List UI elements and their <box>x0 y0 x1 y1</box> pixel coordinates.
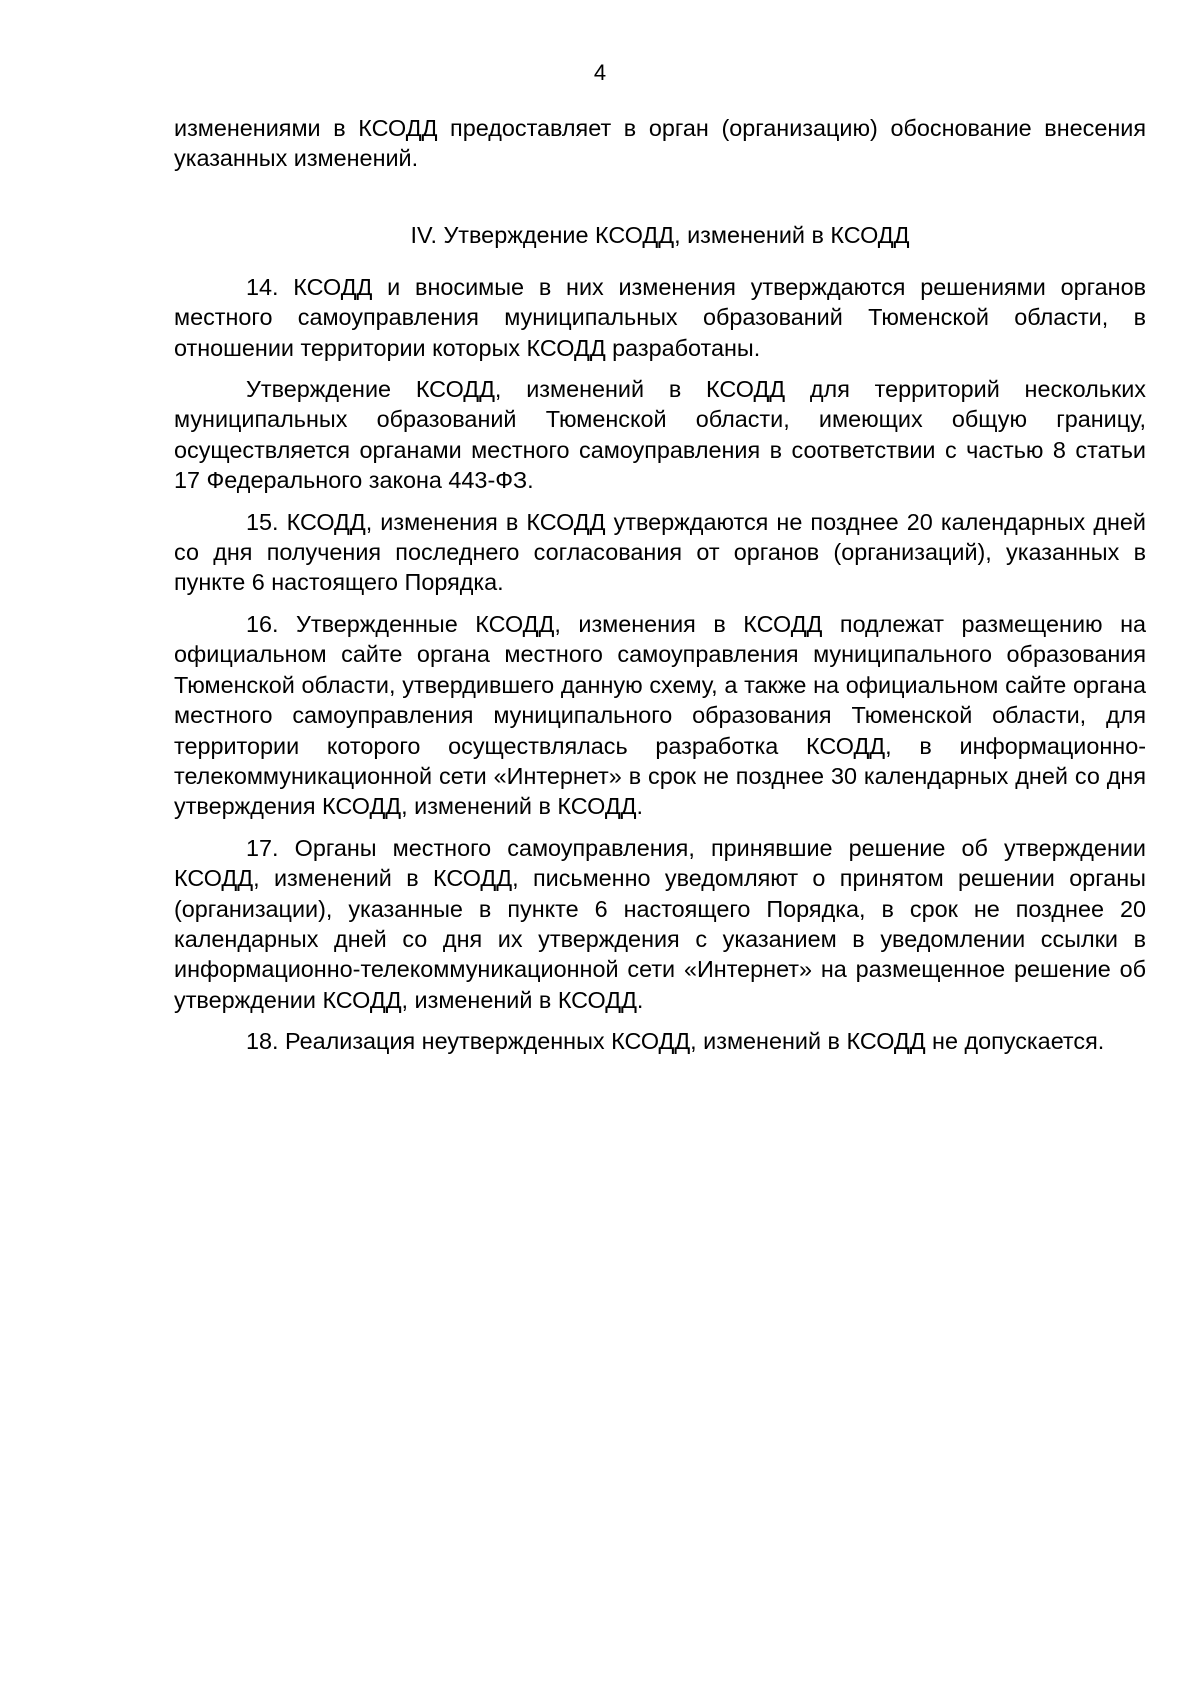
paragraph-18: 18. Реализация неутвержденных КСОДД, изменений в КСОДД не допускается. <box>246 1028 1105 1055</box>
paragraph-14: 14. КСОДД и вносимые в них изменения утверждаются решениями органов местного самоуправления муниципальных образований Тюменской области, в отношении территории которых КСОДД разработаны. <box>174 273 1146 361</box>
section-heading: IV. Утверждение КСОДД, изменений в КСОДД <box>410 221 910 248</box>
page-number: 4 <box>593 60 607 85</box>
paragraph-intro: изменениями в КСОДД предоставляет в орган (организацию) обоснование внесения указанных изменений. <box>174 115 1146 172</box>
paragraph-16: 16. Утвержденные КСОДД, изменения в КСОДД подлежат размещению на официальном сайте органа местного самоуправления муниципального образования Тюменской области, утвердившего данную схему, а также на официальном сайте органа местного самоуправления муниципального образования Тюменской области, для территории которого осуществлялась разработка КСОДД, в информационно-телекоммуникационной сети «Интернет» в срок не позднее 30 календарных дней со дня утверждения КСОДД, изменений в КСОДД. <box>174 610 1146 820</box>
paragraph-15: 15. КСОДД, изменения в КСОДД утверждаются не позднее 20 календарных дней со дня получения последнего согласования от органов (организаций), указанных в пункте 6 настоящего Порядка. <box>174 508 1146 596</box>
paragraph-14-continued: Утверждение КСОДД, изменений в КСОДД для территорий нескольких муниципальных образований Тюменской области, имеющих общую границу, осуществляется органами местного самоуправления в соответствии с частью 8 статьи 17 Федерального закона 443-ФЗ. <box>174 376 1146 494</box>
paragraph-17: 17. Органы местного самоуправления, принявшие решение об утверждении КСОДД, изменений в КСОДД, письменно уведомляют о принятом решении органы (организации), указанные в пункте 6 настоящего Порядка, в срок не позднее 20 календарных дней со дня их утверждения с указанием в уведомлении ссылки в информационно-телекоммуникационной сети «Интернет» на размещенное решение об утверждении КСОДД, изменений в КСОДД. <box>174 834 1146 1013</box>
document-body <box>174 113 1146 1057</box>
